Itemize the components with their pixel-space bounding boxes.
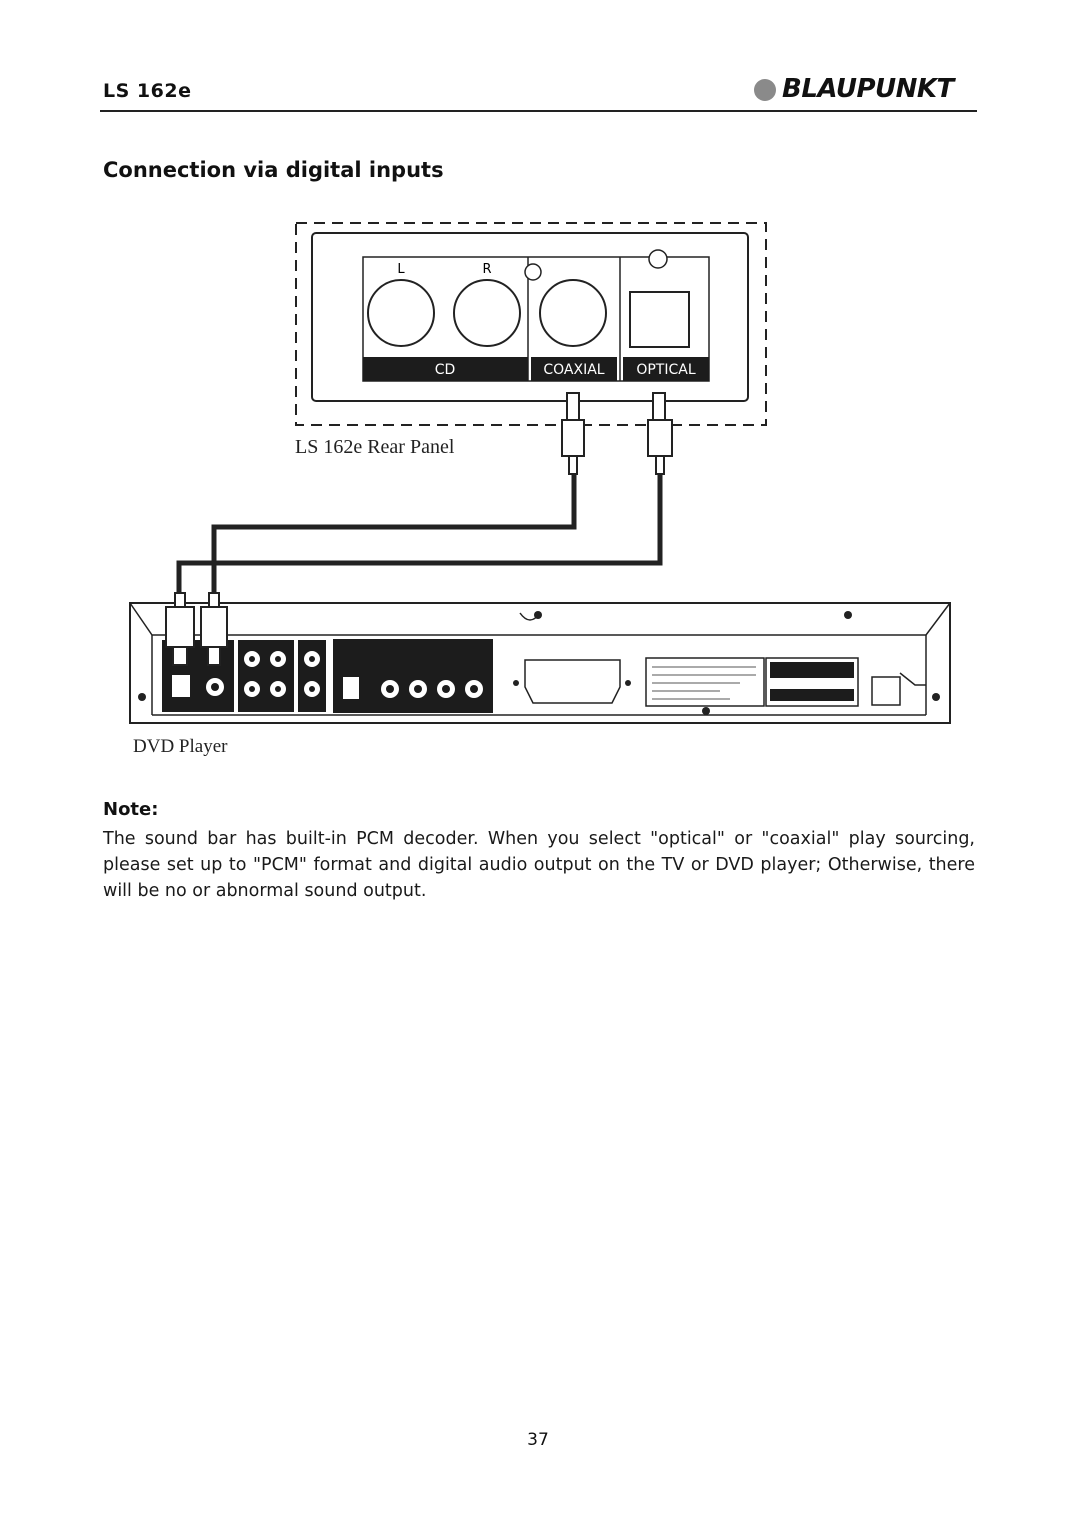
brand-logo: [754, 74, 976, 106]
header-divider: [100, 110, 977, 112]
screw-icon: [525, 264, 541, 280]
jack-left-icon: [368, 280, 434, 346]
rear-panel-label: LS 162e Rear Panel: [295, 436, 455, 458]
jack-coaxial-icon: [540, 280, 606, 346]
jack-right-icon: [454, 280, 520, 346]
brand-dot-icon: [754, 79, 776, 101]
jack-label-right: R: [482, 262, 492, 277]
strip-label-optical: OPTICAL: [636, 362, 696, 378]
note-text: The sound bar has built-in PCM decoder. When you select "optical" or "coaxial" play sourcing, please set up to "PCM" format and digital audio output on the TV or DVD player; Otherwise, there will be no or abnormal sound output.: [103, 829, 975, 901]
note-title: Note:: [103, 799, 159, 820]
dvd-player-label: DVD Player: [133, 736, 228, 757]
section-title: Connection via digital inputs: [103, 158, 444, 182]
dvd-player-icon: [130, 603, 950, 723]
page-number: 37: [527, 1430, 549, 1450]
jack-optical-icon: [630, 292, 689, 347]
strip-label-coaxial: COAXIAL: [543, 362, 605, 378]
coaxial-cable: [214, 474, 574, 595]
screw-icon: [649, 250, 667, 268]
header-model: LS 162e: [103, 80, 192, 102]
coaxial-plug-top-icon: [562, 393, 584, 474]
optical-cable: [179, 474, 660, 595]
connection-diagram: [100, 215, 980, 775]
brand-name: BLAUPUNKT: [782, 74, 954, 104]
strip-label-cd: CD: [434, 362, 456, 378]
jack-label-left: L: [397, 262, 405, 277]
optical-plug-top-icon: [648, 393, 672, 474]
